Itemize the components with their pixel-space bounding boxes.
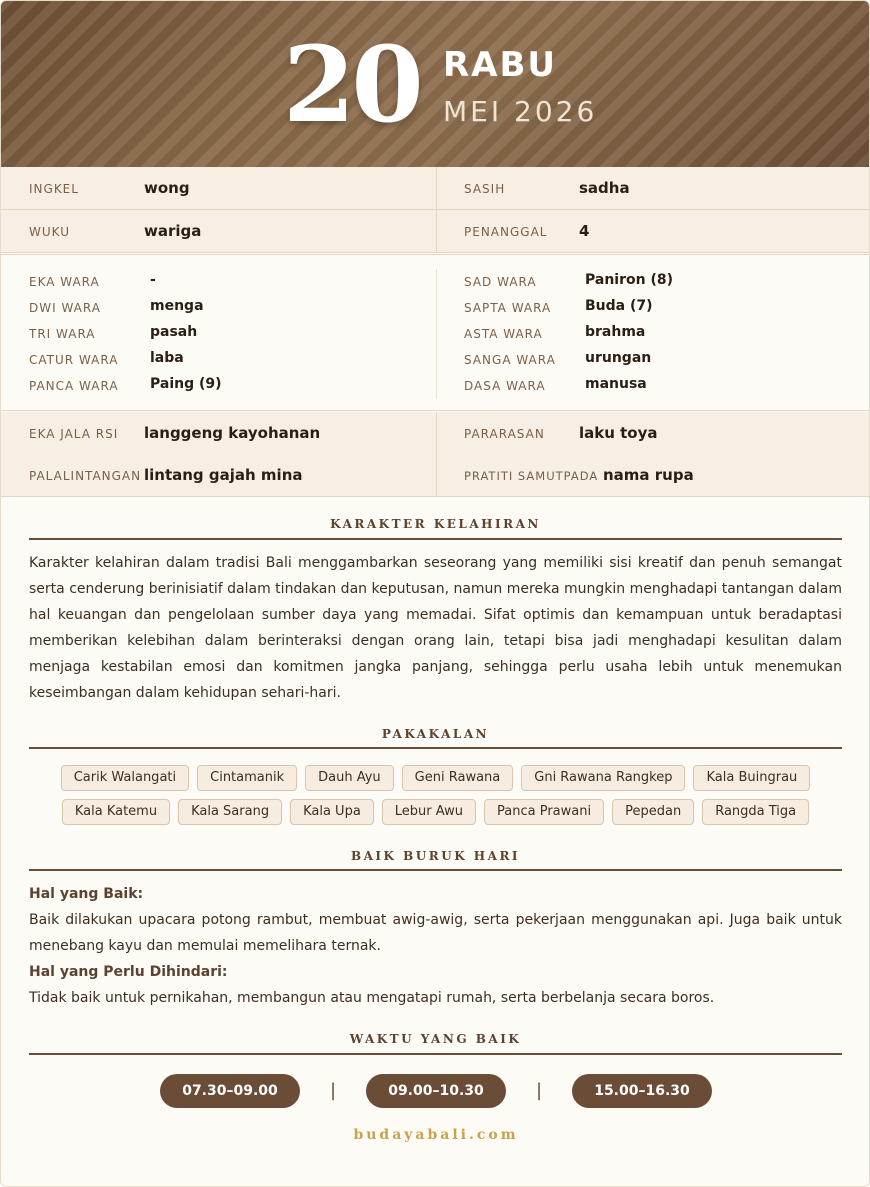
pakakalan-chip: Pepedan [612, 799, 694, 825]
wara-value: menga [150, 298, 204, 314]
waktu-rule [29, 1053, 842, 1055]
karakter-rule [29, 538, 842, 540]
time-pill: 07.30–09.00 [160, 1074, 300, 1108]
ingkel-label: INGKEL [29, 182, 79, 196]
wara-row [1, 323, 436, 345]
wara-row [1, 297, 436, 319]
avoid-heading: Hal yang Perlu Dihindari: [29, 964, 228, 980]
good-times [1, 1073, 870, 1109]
wara-value: laba [150, 350, 184, 366]
time-separator: | [329, 1080, 337, 1101]
wara-value: urungan [585, 350, 652, 366]
ingkel-value: wong [144, 179, 190, 197]
sasih-label: SASIH [464, 182, 506, 196]
palalintangan-value: lintang gajah mina [144, 466, 303, 484]
baik-buruk-title: BAIK BURUK HARI [350, 849, 521, 863]
pakakalan-chip: Kala Upa [290, 799, 374, 825]
pararasan-label: PARARASAN [464, 427, 545, 441]
wara-table [1, 254, 870, 411]
wara-label: SANGA WARA [464, 353, 556, 367]
wara-value: brahma [585, 324, 646, 340]
wara-value: Buda (7) [585, 298, 653, 314]
pakakalan-chip: Rangda Tiga [702, 799, 809, 825]
eka-jala-rsi-value: langgeng kayohanan [144, 424, 321, 442]
pararasan-value: laku toya [579, 424, 658, 442]
pakakalan-chip: Geni Rawana [402, 765, 514, 791]
footer-site: budayabali.com [353, 1127, 519, 1143]
info-row-palalintangan-pratiti [1, 454, 870, 497]
wara-value: pasah [150, 324, 198, 340]
pararasan-cell [436, 412, 870, 455]
wuku-value: wariga [144, 222, 202, 240]
info-row-ekajalarsi-pararasan [1, 412, 870, 455]
time-pill: 09.00–10.30 [366, 1074, 506, 1108]
sasih-cell [436, 167, 870, 210]
wara-value: Paing (9) [150, 376, 222, 392]
pakakalan-chip: Gni Rawana Rangkep [521, 765, 685, 791]
wara-row [1, 349, 436, 371]
sasih-value: sadha [579, 179, 630, 197]
wara-value: - [150, 272, 156, 288]
pratiti-label: PRATITI SAMUTPADA [464, 469, 599, 483]
pratiti-cell [436, 454, 870, 497]
pakakalan-chip: Lebur Awu [382, 799, 476, 825]
wara-row [436, 271, 870, 293]
palalintangan-label: PALALINTANGAN [29, 469, 142, 483]
wara-label: DWI WARA [29, 301, 101, 315]
info-row-ingkel-sasih [1, 167, 870, 210]
pakakalan-chip: Cintamanik [197, 765, 297, 791]
pratiti-value: nama rupa [603, 466, 694, 484]
wara-label: CATUR WARA [29, 353, 119, 367]
ingkel-cell [1, 167, 436, 210]
wara-label: ASTA WARA [464, 327, 543, 341]
pakakalan-chip: Kala Buingrau [693, 765, 810, 791]
wara-label: TRI WARA [29, 327, 96, 341]
wara-row [436, 297, 870, 319]
day-number: 20 [283, 23, 420, 146]
waktu-title: WAKTU YANG BAIK [349, 1032, 522, 1046]
wara-row [436, 375, 870, 397]
eka-jala-rsi-cell [1, 412, 436, 455]
wara-row [436, 349, 870, 371]
pakakalan-rule [29, 747, 842, 749]
pakakalan-chip: Kala Katemu [62, 799, 170, 825]
pakakalan-chip: Dauh Ayu [305, 765, 394, 791]
month-year: MEI 2026 [443, 95, 598, 128]
wara-row [436, 323, 870, 345]
wara-row [1, 271, 436, 293]
wara-label: PANCA WARA [29, 379, 119, 393]
wara-label: SAD WARA [464, 275, 537, 289]
wara-row [1, 375, 436, 397]
pakakalan-title: PAKAKALAN [381, 727, 490, 741]
pakakalan-chip: Carik Walangati [61, 765, 189, 791]
good-heading: Hal yang Baik: [29, 886, 144, 902]
wara-label: DASA WARA [464, 379, 546, 393]
penanggal-label: PENANGGAL [464, 225, 548, 239]
time-pill: 15.00–16.30 [572, 1074, 712, 1108]
good-text: Baik dilakukan upacara potong rambut, membuat awig-awig, serta pekerjaan menggunakan api. Juga baik untuk menebang kayu dan memulai memelihara ternak. [29, 912, 842, 954]
info-row-wuku-penanggal [1, 210, 870, 253]
eka-jala-rsi-label: EKA JALA RSI [29, 427, 119, 441]
pakakalan-chip: Panca Prawani [484, 799, 604, 825]
penanggal-cell [436, 210, 870, 253]
day-name: RABU [443, 45, 558, 85]
date-header [1, 1, 870, 167]
karakter-title: KARAKTER KELAHIRAN [330, 517, 541, 531]
palalintangan-cell [1, 454, 436, 497]
time-separator: | [535, 1080, 543, 1101]
wuku-label: WUKU [29, 225, 70, 239]
karakter-text: Karakter kelahiran dalam tradisi Bali menggambarkan seseorang yang memiliki sisi kreatif dan penuh semangat serta cenderung berinisiatif dalam tindakan dan keputusan, namun mereka mungkin menghadapi tantangan dalam hal keuangan dan pengelolaan sumber daya yang memadai. Sifat optimis dan kemampuan untuk beradaptasi memberikan kelebihan dalam berinteraksi dengan orang lain, tetapi bisa jadi menghadapi kesulitan dalam menjaga kestabilan emosi dan komitmen jangka panjang, sehingga perlu usaha lebih untuk menemukan keseimbangan dalam kehidupan sehari-hari. [29, 555, 842, 701]
wara-value: manusa [585, 376, 647, 392]
wara-label: EKA WARA [29, 275, 100, 289]
baik-buruk-rule [29, 869, 842, 871]
penanggal-value: 4 [579, 222, 590, 240]
pakakalan-chips [29, 765, 842, 825]
wara-value: Paniron (8) [585, 272, 673, 288]
wara-label: SAPTA WARA [464, 301, 552, 315]
pakakalan-chip: Kala Sarang [178, 799, 282, 825]
wuku-cell [1, 210, 436, 253]
avoid-text: Tidak baik untuk pernikahan, membangun atau mengatapi rumah, serta berbelanja secara boros. [29, 990, 715, 1006]
